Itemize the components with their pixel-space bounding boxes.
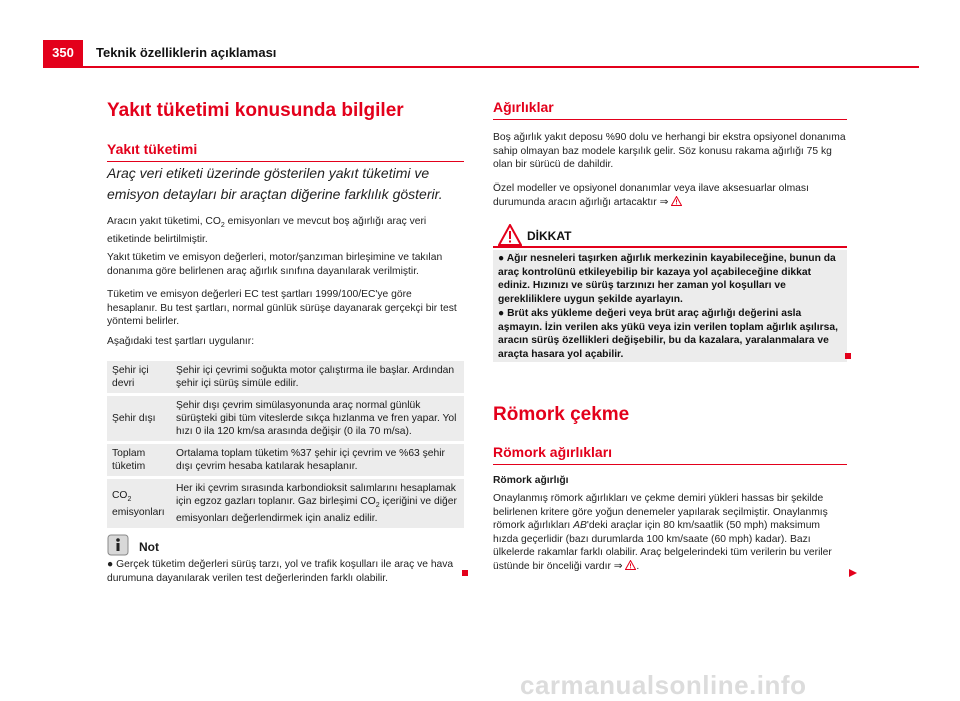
warning-item-1: [498, 252, 844, 306]
co2-val-a: Her iki çevrim sırasında karbondioksit salımlarını hesaplamak için egzoz gazları toplanır. Gaz birleşimi CO: [176, 483, 456, 507]
p1-sub: 2: [220, 222, 225, 230]
end-marker-icon: [845, 353, 851, 359]
subsection-fuel: [107, 141, 464, 162]
intro-text: Araç veri etiketi üzerinde gösterilen yakıt tüketimi ve emisyon detayları bir araçtan diğerine farklılık gösterir.: [107, 165, 443, 202]
weights-section: [493, 99, 847, 120]
trailer-weight-paragraph: Onaylanmış römork ağırlıkları ve çekme demiri yükleri hassas bir şekilde belirlenen kritere göre yoğun denemeler yapılarak seçilmiştir. Onaylanmış römork ağırlıkları AB'deki araçlar için 80 km/saatlik (50 mph) maksimum hızda geçerlidir (bazı durumlarda 100 km/saate (60 mph) kadar). Bazı ülkelerde rakamlar farklı olabilir. Araç belgelerindeki tüm verilerin bu veriler üstünde bir önceliği vardır ⇒ .: [493, 492, 847, 574]
co2-key-b: emisyonları: [112, 506, 165, 518]
bullet-icon: ●: [498, 253, 507, 264]
weights-paragraph-2: [493, 182, 847, 210]
weights-paragraph-1: Boş ağırlık yakıt deposu %90 dolu ve herhangi bir ekstra opsiyonel donanıma sahip olmayan baz modele karşılık gelir. Söz konusu rakama ağırlığı 75 kg olan bir sürücü de dahildir.: [493, 132, 846, 170]
tw-text-b: 'deki araçlar için 80 km/saatlik (50 mph) maksimum hızda geçerlidir (bazı durumlarda 100 km/saate (60 mph) kadar). Bazı ülkelerde rakamlar farklı olabilir. Araç belgelerindeki tüm verilerin bu veriler üstünde bir önceliği vardır: [493, 520, 832, 572]
table-value: [171, 479, 464, 528]
table-key: Şehir içi devri: [107, 361, 171, 393]
towing-rule: [493, 464, 847, 465]
note-text: [107, 558, 457, 585]
running-header: Teknik özelliklerin açıklaması: [96, 45, 277, 60]
towing-title: Römork çekme: [493, 404, 630, 425]
test-table-wrap: [107, 358, 464, 531]
end-marker-icon: [462, 570, 468, 576]
continue-arrow-icon: [849, 564, 857, 582]
table-row: [107, 444, 464, 476]
co2-val-b: içeriğini ve diğer emisyonları değerlendirmek için analiz edilir.: [176, 496, 457, 525]
page-number: 350: [43, 40, 83, 66]
table-value: Şehir içi çevrimi soğukta motor çalıştırma ile başlar. Ardından şehir içi sürüş simüle edilir.: [171, 361, 464, 393]
table-key: [107, 479, 171, 528]
warning-text-2: Brüt aks yükleme değeri veya brüt araç ağırlığı değerini asla aşmayın. İzin verilen aks yükü veya izin verilen toplam ağırlık aşılırsa, aracın sürüş özellikleri değişebilir, bu da kazalara, yaralanmalara ve araçta hasara yol açabilir.: [498, 308, 838, 360]
towing-subtitle: Römork ağırlıkları: [493, 444, 613, 460]
warning-item-2: [498, 307, 844, 361]
warning-ref-icon[interactable]: [625, 560, 636, 575]
co2-val-sub: 2: [375, 502, 380, 510]
paragraph-co2: [107, 215, 464, 246]
bullet-icon: ●: [107, 559, 117, 570]
table-row: [107, 396, 464, 441]
weights-title: Ağırlıklar: [493, 99, 554, 115]
towing-sub-section: [493, 444, 847, 465]
paragraph-ec: Tüketim ve emisyon değerleri EC test şartları 1999/100/EC'ye göre hesaplanır. Bu test şartları, normal günlük sürüşe dayanarak gerçekçi bir test yöntemi belirler.: [107, 289, 457, 327]
arrow-icon: ⇒: [613, 560, 623, 572]
note-body: Gerçek tüketim değerleri sürüş tarzı, yol ve trafik koşulları ile araç ve hava durumuna dayanılarak verilen test değerlerinden farklı olabilir.: [107, 559, 454, 584]
arrow-icon: ⇒: [659, 196, 669, 208]
warning-text-1: Ağır nesneleri taşırken ağırlık merkezinin kayabileceğine, bunun da araç kontrolünü etkileyebilip bir kazaya yol açabileceğine dikkat ediniz. Hızınızı ve sürüş tarzınızı her zaman yol koşulları ve gerekliliklere uygun şekilde ayarlayın.: [498, 253, 836, 305]
section-title: Yakıt tüketimi konusunda bilgiler: [107, 100, 404, 121]
weights-rule: [493, 119, 847, 120]
left-column: [107, 100, 464, 122]
table-row: [107, 361, 464, 393]
header-rule: [43, 66, 919, 68]
tw-text-a: Onaylanmış römork ağırlıkları ve çekme demiri yükleri hassas bir şekilde belirlenen kritere göre yoğun denemeler yapılarak seçilmiştir. Onaylanmış römork ağırlıkları: [493, 493, 828, 531]
test-conditions-table: [107, 358, 464, 531]
bullet-icon: ●: [498, 308, 508, 319]
table-value: Ortalama toplam tüketim %37 şehir içi çevrim ve %63 şehir dışı çevrim hesaba katılarak hesaplanır.: [171, 444, 464, 476]
table-value: Şehir dışı çevrim simülasyonunda araç normal günlük sürüşteki gibi tüm viteslerde sıkça hızlanma ve fren yapar. Yol hızı 0 ila 120 km/sa arasında değişir (0 ila 70 m/sa).: [171, 396, 464, 441]
note-title: Not: [139, 540, 159, 554]
table-key: Toplam tüketim: [107, 444, 171, 476]
p1-text-b: emisyonları ve mevcut boş ağırlığı araç veri etiketinde belirtilmiştir.: [107, 216, 427, 245]
warning-rule: [493, 246, 847, 248]
note-icon: [107, 534, 129, 561]
warning-title: DİKKAT: [527, 229, 572, 243]
paragraph-values: Yakıt tüketim ve emisyon değerleri, motor/şanzıman birleşimine ve takılan donanıma göre belirlenen araç ağırlık sınıfına dayanılarak verilmiştir.: [107, 252, 443, 277]
warning-ref-icon[interactable]: [671, 196, 682, 211]
watermark: carmanualsonline.info: [520, 670, 807, 700]
p1-text-a: Aracın yakıt tüketimi, CO: [107, 216, 221, 227]
weights-text: Özel modeller ve opsiyonel donanımlar veya ilave aksesuarlar olması durumunda aracın ağırlığı artacaktır: [493, 183, 809, 208]
trailer-weight-heading: Römork ağırlığı: [493, 475, 569, 486]
table-key: Şehir dışı: [107, 396, 171, 441]
co2-key-a: CO: [112, 489, 128, 501]
subsection-rule: [107, 161, 464, 162]
paragraph-conditions: Aşağıdaki test şartları uygulanır:: [107, 336, 255, 347]
tw-ab: AB: [573, 520, 587, 531]
table-row: [107, 479, 464, 528]
co2-key-sub: 2: [127, 495, 132, 503]
subsection-title: Yakıt tüketimi: [107, 141, 198, 157]
